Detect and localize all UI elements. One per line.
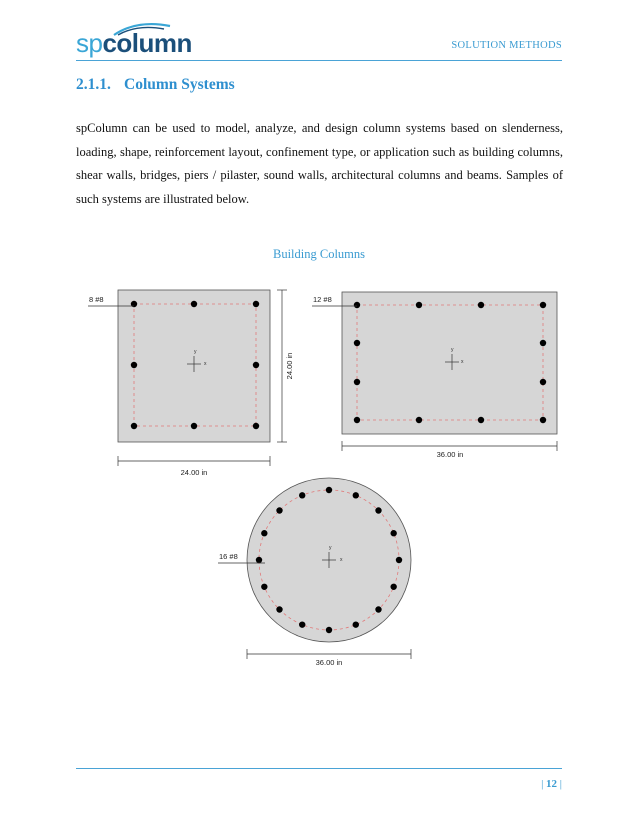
rect-rebar-6 [540,340,546,346]
square-height-label: 24.00 in [285,352,294,380]
square-rebar-8 [253,423,259,429]
column-sections-figure [0,280,638,670]
square-rebar-4 [131,362,137,368]
section-label: SOLUTION METHODS [451,40,562,51]
footer-divider [76,768,562,769]
circular-rebar-12 [261,584,267,590]
circular-column-section [218,478,411,667]
square-bar-label: 8 #8 [89,295,104,304]
rect-rebar-1 [354,302,360,308]
page-number-value: 12 [546,778,558,790]
section-heading [76,76,235,94]
figure-caption: Building Columns [272,247,366,261]
circular-rebar-10 [299,621,305,627]
header-divider [76,60,562,61]
rect-rebar-9 [354,417,360,423]
square-axis-y: y [194,349,197,355]
rect-rebar-7 [354,379,360,385]
rect-rebar-8 [540,379,546,385]
square-rebar-5 [253,362,259,368]
page-number [541,778,562,790]
circular-rebar-11 [276,606,282,612]
circular-rebar-6 [390,584,396,590]
rect-bar-label: 12 #8 [313,295,332,304]
rect-rebar-11 [478,417,484,423]
logo-name: column [102,28,192,58]
logo-wordmark [76,30,192,56]
page-separator-right: | [559,778,562,790]
circular-rebar-14 [261,530,267,536]
page-separator-left: | [541,778,544,790]
circular-rebar-7 [375,606,381,612]
spcolumn-logo [76,22,196,58]
square-column-section [88,290,294,477]
circular-rebar-1 [326,487,332,493]
rect-rebar-3 [478,302,484,308]
rect-axis-y: y [451,347,454,353]
rect-width-label: 36.00 in [436,450,464,459]
circular-axis-y: y [329,545,332,551]
rect-axis-x: x [461,359,464,365]
rect-rebar-10 [416,417,422,423]
square-rebar-2 [191,301,197,307]
circular-rebar-2 [353,492,359,498]
circular-axis-x: x [340,557,343,563]
circular-rebar-15 [276,507,282,513]
circular-rebar-13 [256,557,262,563]
circular-diameter-label: 36.00 in [315,658,343,667]
body-paragraph: spColumn can be used to model, analyze, and design column systems based on slenderness, loading, shape, reinforcement layout, confinement type, or application such as building columns, shear walls, bridges, piers / pilaster, sound walls, architectural columns and beams. Samples of such systems are illustrated below. [76,121,563,206]
circular-bar-label: 16 #8 [219,552,238,561]
rect-column-section [312,292,557,459]
rect-rebar-12 [540,417,546,423]
circular-rebar-5 [396,557,402,563]
section-title: Column Systems [124,76,235,93]
circular-rebar-4 [390,530,396,536]
rect-rebar-2 [416,302,422,308]
rect-rebar-4 [540,302,546,308]
square-rebar-6 [131,423,137,429]
circular-rebar-9 [326,627,332,633]
circular-rebar-8 [353,621,359,627]
square-rebar-7 [191,423,197,429]
rect-rebar-5 [354,340,360,346]
logo-prefix: sp [76,28,103,58]
circular-rebar-3 [375,507,381,513]
square-width-label: 24.00 in [180,468,208,477]
square-rebar-3 [253,301,259,307]
section-number: 2.1.1. [76,76,111,93]
circular-rebar-16 [299,492,305,498]
rect-column-outline [342,292,557,434]
square-axis-x: x [204,361,207,367]
